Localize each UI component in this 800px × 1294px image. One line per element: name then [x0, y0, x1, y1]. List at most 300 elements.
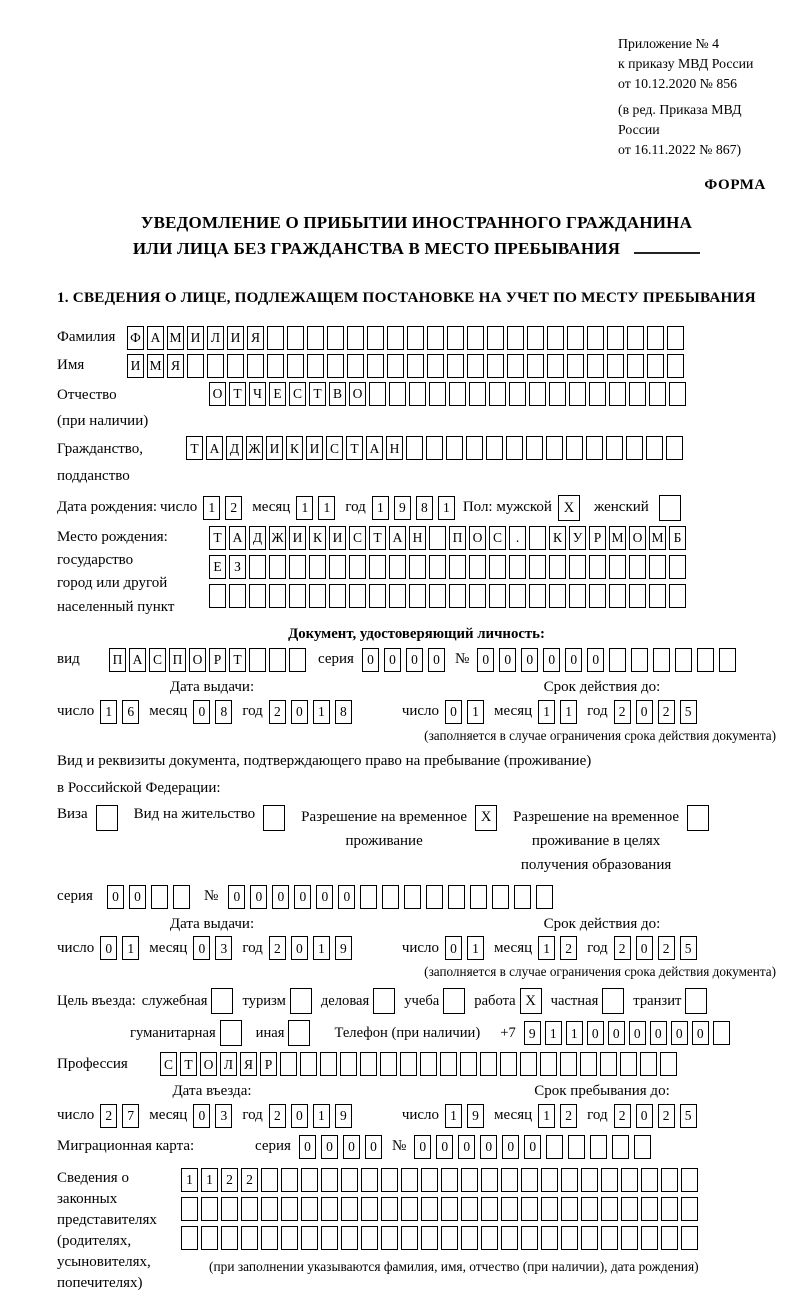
form-cell[interactable]: 3 — [215, 936, 232, 960]
doc-series-cells[interactable] — [362, 648, 445, 672]
form-cell[interactable]: 0 — [250, 885, 267, 909]
form-cell[interactable] — [361, 1168, 378, 1192]
form-cell[interactable] — [547, 354, 564, 378]
form-cell[interactable] — [427, 354, 444, 378]
form-cell[interactable]: Я — [167, 354, 184, 378]
form-cell[interactable] — [581, 1168, 598, 1192]
form-cell[interactable]: Т — [229, 382, 246, 406]
form-cell[interactable]: 2 — [241, 1168, 258, 1192]
form-cell[interactable] — [261, 1226, 278, 1250]
form-cell[interactable]: Т — [369, 526, 386, 550]
form-cell[interactable] — [612, 1135, 629, 1159]
form-cell[interactable] — [629, 584, 646, 608]
form-cell[interactable]: 0 — [436, 1135, 453, 1159]
form-cell[interactable] — [549, 584, 566, 608]
form-cell[interactable] — [487, 354, 504, 378]
form-cell[interactable] — [609, 382, 626, 406]
form-cell[interactable] — [529, 555, 546, 579]
form-cell[interactable] — [181, 1197, 198, 1221]
form-cell[interactable]: С — [160, 1052, 177, 1076]
form-cell[interactable]: 1 — [313, 1104, 330, 1128]
form-cell[interactable] — [269, 555, 286, 579]
form-cell[interactable] — [461, 1226, 478, 1250]
form-cell[interactable]: А — [129, 648, 146, 672]
option-visa-checkbox[interactable] — [96, 805, 118, 831]
form-cell[interactable]: 1 — [100, 700, 117, 724]
form-cell[interactable] — [341, 1168, 358, 1192]
form-cell[interactable]: 1 — [201, 1168, 218, 1192]
form-cell[interactable] — [541, 1226, 558, 1250]
residence-number-cells[interactable] — [228, 885, 553, 909]
birth-place-row3-cells[interactable] — [209, 584, 686, 608]
form-cell[interactable] — [667, 354, 684, 378]
form-cell[interactable] — [421, 1168, 438, 1192]
form-cell[interactable] — [382, 885, 399, 909]
form-cell[interactable] — [426, 885, 443, 909]
form-cell[interactable]: 2 — [614, 700, 631, 724]
form-cell[interactable] — [389, 555, 406, 579]
form-cell[interactable] — [447, 326, 464, 350]
form-cell[interactable] — [221, 1226, 238, 1250]
form-cell[interactable] — [589, 555, 606, 579]
form-cell[interactable] — [641, 1226, 658, 1250]
form-cell[interactable] — [609, 555, 626, 579]
form-cell[interactable] — [281, 1197, 298, 1221]
birth-place-row2-cells[interactable] — [209, 555, 686, 579]
form-cell[interactable]: 7 — [122, 1104, 139, 1128]
form-cell[interactable] — [361, 1226, 378, 1250]
form-cell[interactable] — [492, 885, 509, 909]
form-cell[interactable] — [341, 1197, 358, 1221]
form-cell[interactable] — [409, 584, 426, 608]
form-cell[interactable]: И — [289, 526, 306, 550]
form-cell[interactable] — [400, 1052, 417, 1076]
form-cell[interactable] — [470, 885, 487, 909]
representatives-row3-cells[interactable] — [181, 1226, 699, 1250]
form-cell[interactable] — [151, 885, 168, 909]
form-cell[interactable]: 0 — [608, 1021, 625, 1045]
form-cell[interactable]: С — [489, 526, 506, 550]
stay-year-cells[interactable] — [614, 1104, 697, 1128]
form-cell[interactable]: 0 — [321, 1135, 338, 1159]
form-cell[interactable] — [389, 584, 406, 608]
form-cell[interactable]: 8 — [416, 496, 433, 520]
form-cell[interactable] — [526, 436, 543, 460]
form-cell[interactable]: 0 — [291, 1104, 308, 1128]
form-cell[interactable]: 2 — [658, 700, 675, 724]
birth-year-cells[interactable] — [372, 496, 455, 520]
surname-cells[interactable] — [127, 326, 684, 350]
form-cell[interactable] — [661, 1168, 678, 1192]
form-cell[interactable] — [281, 1168, 298, 1192]
residence-expiry-year-cells[interactable] — [614, 936, 697, 960]
form-cell[interactable]: 5 — [680, 1104, 697, 1128]
form-cell[interactable]: О — [200, 1052, 217, 1076]
form-cell[interactable] — [380, 1052, 397, 1076]
form-cell[interactable] — [360, 885, 377, 909]
form-cell[interactable]: Я — [247, 326, 264, 350]
form-cell[interactable] — [287, 354, 304, 378]
form-cell[interactable]: Р — [260, 1052, 277, 1076]
form-cell[interactable] — [387, 354, 404, 378]
form-cell[interactable] — [369, 555, 386, 579]
form-cell[interactable]: 0 — [480, 1135, 497, 1159]
form-cell[interactable] — [267, 326, 284, 350]
form-cell[interactable] — [249, 648, 266, 672]
form-cell[interactable] — [567, 326, 584, 350]
form-cell[interactable]: 2 — [221, 1168, 238, 1192]
form-cell[interactable] — [321, 1226, 338, 1250]
form-cell[interactable]: 0 — [629, 1021, 646, 1045]
form-cell[interactable] — [309, 555, 326, 579]
patronymic-cells[interactable] — [209, 382, 686, 406]
form-cell[interactable] — [327, 354, 344, 378]
form-cell[interactable]: 1 — [296, 496, 313, 520]
form-cell[interactable] — [607, 354, 624, 378]
form-cell[interactable] — [261, 1168, 278, 1192]
form-cell[interactable] — [426, 436, 443, 460]
form-cell[interactable] — [589, 382, 606, 406]
form-cell[interactable]: 2 — [269, 1104, 286, 1128]
form-cell[interactable] — [187, 354, 204, 378]
form-cell[interactable] — [421, 1226, 438, 1250]
option-temp-residence-checkbox[interactable]: X — [475, 805, 497, 831]
form-cell[interactable]: 2 — [658, 936, 675, 960]
form-cell[interactable]: 2 — [614, 936, 631, 960]
form-cell[interactable] — [641, 1168, 658, 1192]
form-cell[interactable]: П — [169, 648, 186, 672]
form-cell[interactable]: 0 — [565, 648, 582, 672]
form-cell[interactable] — [609, 648, 626, 672]
form-cell[interactable]: И — [329, 526, 346, 550]
form-cell[interactable] — [321, 1197, 338, 1221]
form-cell[interactable] — [361, 1197, 378, 1221]
form-cell[interactable]: 0 — [636, 700, 653, 724]
entry-month-cells[interactable] — [193, 1104, 232, 1128]
form-cell[interactable]: 0 — [384, 648, 401, 672]
form-cell[interactable]: 0 — [107, 885, 124, 909]
form-cell[interactable] — [520, 1052, 537, 1076]
form-cell[interactable] — [449, 555, 466, 579]
form-cell[interactable] — [207, 354, 224, 378]
form-cell[interactable]: С — [349, 526, 366, 550]
form-cell[interactable] — [629, 382, 646, 406]
form-cell[interactable]: 5 — [680, 700, 697, 724]
form-cell[interactable] — [647, 354, 664, 378]
form-cell[interactable] — [581, 1226, 598, 1250]
identity-expiry-month-cells[interactable] — [538, 700, 577, 724]
form-cell[interactable]: О — [469, 526, 486, 550]
identity-expiry-year-cells[interactable] — [614, 700, 697, 724]
entry-year-cells[interactable] — [269, 1104, 352, 1128]
stay-day-cells[interactable] — [445, 1104, 484, 1128]
form-cell[interactable]: 0 — [445, 700, 462, 724]
form-cell[interactable] — [360, 1052, 377, 1076]
form-cell[interactable] — [527, 354, 544, 378]
form-cell[interactable] — [480, 1052, 497, 1076]
form-cell[interactable] — [289, 648, 306, 672]
form-cell[interactable]: Д — [249, 526, 266, 550]
form-cell[interactable] — [201, 1226, 218, 1250]
form-cell[interactable] — [269, 584, 286, 608]
form-cell[interactable]: 1 — [318, 496, 335, 520]
form-cell[interactable]: 1 — [438, 496, 455, 520]
form-cell[interactable]: К — [286, 436, 303, 460]
form-cell[interactable]: 1 — [467, 700, 484, 724]
form-cell[interactable] — [607, 326, 624, 350]
form-cell[interactable]: 0 — [129, 885, 146, 909]
form-cell[interactable]: М — [649, 526, 666, 550]
citizenship-cells[interactable] — [186, 436, 683, 460]
form-cell[interactable] — [549, 382, 566, 406]
form-cell[interactable] — [301, 1197, 318, 1221]
form-cell[interactable] — [681, 1168, 698, 1192]
form-cell[interactable] — [349, 584, 366, 608]
purpose-humanitarian-checkbox[interactable] — [220, 1020, 242, 1046]
form-cell[interactable] — [448, 885, 465, 909]
residence-expiry-day-cells[interactable] — [445, 936, 484, 960]
form-cell[interactable] — [481, 1226, 498, 1250]
form-cell[interactable]: Ж — [246, 436, 263, 460]
form-cell[interactable] — [329, 584, 346, 608]
form-cell[interactable]: А — [206, 436, 223, 460]
form-cell[interactable] — [567, 354, 584, 378]
form-cell[interactable]: 0 — [477, 648, 494, 672]
form-cell[interactable]: 0 — [692, 1021, 709, 1045]
form-cell[interactable] — [404, 885, 421, 909]
form-cell[interactable] — [261, 1197, 278, 1221]
form-cell[interactable] — [289, 584, 306, 608]
form-cell[interactable] — [347, 354, 364, 378]
form-cell[interactable] — [429, 526, 446, 550]
sex-female-checkbox[interactable] — [659, 495, 681, 521]
form-cell[interactable]: 1 — [467, 936, 484, 960]
given-name-cells[interactable] — [127, 354, 684, 378]
form-cell[interactable]: И — [227, 326, 244, 350]
form-cell[interactable] — [581, 1197, 598, 1221]
form-cell[interactable] — [561, 1197, 578, 1221]
form-cell[interactable] — [580, 1052, 597, 1076]
form-cell[interactable] — [406, 436, 423, 460]
form-cell[interactable]: С — [149, 648, 166, 672]
form-cell[interactable] — [646, 436, 663, 460]
form-cell[interactable]: С — [289, 382, 306, 406]
form-cell[interactable] — [487, 326, 504, 350]
form-cell[interactable] — [173, 885, 190, 909]
identity-issue-day-cells[interactable] — [100, 700, 139, 724]
form-cell[interactable] — [460, 1052, 477, 1076]
form-cell[interactable] — [514, 885, 531, 909]
form-cell[interactable] — [369, 382, 386, 406]
form-cell[interactable] — [713, 1021, 730, 1045]
form-cell[interactable] — [509, 382, 526, 406]
birth-place-row1-cells[interactable] — [209, 526, 686, 550]
form-cell[interactable] — [301, 1226, 318, 1250]
form-cell[interactable]: А — [147, 326, 164, 350]
form-cell[interactable] — [329, 555, 346, 579]
form-cell[interactable] — [469, 584, 486, 608]
form-cell[interactable] — [536, 885, 553, 909]
form-cell[interactable]: 0 — [294, 885, 311, 909]
form-cell[interactable]: Я — [240, 1052, 257, 1076]
residence-series-cells[interactable] — [107, 885, 190, 909]
doc-number-cells[interactable] — [477, 648, 736, 672]
form-cell[interactable]: Р — [589, 526, 606, 550]
form-cell[interactable]: 0 — [636, 936, 653, 960]
form-cell[interactable]: 2 — [614, 1104, 631, 1128]
form-cell[interactable] — [181, 1226, 198, 1250]
form-cell[interactable] — [229, 584, 246, 608]
form-cell[interactable]: 1 — [566, 1021, 583, 1045]
form-cell[interactable]: 0 — [521, 648, 538, 672]
form-cell[interactable] — [527, 326, 544, 350]
form-cell[interactable] — [280, 1052, 297, 1076]
form-cell[interactable]: Т — [180, 1052, 197, 1076]
form-cell[interactable]: С — [326, 436, 343, 460]
form-cell[interactable]: Л — [207, 326, 224, 350]
form-cell[interactable] — [409, 555, 426, 579]
form-cell[interactable]: О — [349, 382, 366, 406]
sex-male-checkbox[interactable]: X — [558, 495, 580, 521]
form-cell[interactable] — [501, 1197, 518, 1221]
form-cell[interactable] — [506, 436, 523, 460]
form-cell[interactable] — [227, 354, 244, 378]
purpose-tourism-checkbox[interactable] — [290, 988, 312, 1014]
form-cell[interactable] — [320, 1052, 337, 1076]
form-cell[interactable] — [241, 1197, 258, 1221]
form-cell[interactable] — [669, 584, 686, 608]
phone-cells[interactable] — [524, 1021, 730, 1045]
form-cell[interactable]: 0 — [100, 936, 117, 960]
form-cell[interactable] — [267, 354, 284, 378]
form-cell[interactable] — [521, 1226, 538, 1250]
form-cell[interactable]: О — [629, 526, 646, 550]
form-cell[interactable] — [621, 1168, 638, 1192]
form-cell[interactable] — [349, 555, 366, 579]
form-cell[interactable]: . — [509, 526, 526, 550]
form-cell[interactable] — [381, 1197, 398, 1221]
form-cell[interactable]: 0 — [428, 648, 445, 672]
form-cell[interactable]: 0 — [414, 1135, 431, 1159]
form-cell[interactable]: З — [229, 555, 246, 579]
representatives-row1-cells[interactable] — [181, 1168, 699, 1192]
form-cell[interactable] — [501, 1226, 518, 1250]
form-cell[interactable]: 0 — [499, 648, 516, 672]
form-cell[interactable] — [601, 1168, 618, 1192]
form-cell[interactable] — [489, 382, 506, 406]
form-cell[interactable] — [469, 555, 486, 579]
form-cell[interactable] — [449, 382, 466, 406]
form-cell[interactable] — [561, 1168, 578, 1192]
form-cell[interactable]: Е — [269, 382, 286, 406]
form-cell[interactable]: 0 — [650, 1021, 667, 1045]
form-cell[interactable] — [640, 1052, 657, 1076]
form-cell[interactable] — [441, 1168, 458, 1192]
form-cell[interactable] — [649, 584, 666, 608]
form-cell[interactable]: 9 — [467, 1104, 484, 1128]
form-cell[interactable] — [649, 382, 666, 406]
form-cell[interactable] — [621, 1226, 638, 1250]
form-cell[interactable] — [660, 1052, 677, 1076]
form-cell[interactable] — [307, 354, 324, 378]
form-cell[interactable] — [381, 1168, 398, 1192]
form-cell[interactable]: 1 — [560, 700, 577, 724]
identity-issue-year-cells[interactable] — [269, 700, 352, 724]
purpose-private-checkbox[interactable] — [602, 988, 624, 1014]
form-cell[interactable] — [546, 436, 563, 460]
form-cell[interactable]: П — [109, 648, 126, 672]
form-cell[interactable]: Т — [346, 436, 363, 460]
form-cell[interactable] — [409, 382, 426, 406]
residence-issue-month-cells[interactable] — [193, 936, 232, 960]
form-cell[interactable] — [719, 648, 736, 672]
form-cell[interactable]: Т — [309, 382, 326, 406]
form-cell[interactable]: 0 — [343, 1135, 360, 1159]
form-cell[interactable]: М — [167, 326, 184, 350]
form-cell[interactable] — [541, 1168, 558, 1192]
form-cell[interactable]: Н — [386, 436, 403, 460]
form-cell[interactable] — [461, 1197, 478, 1221]
form-cell[interactable] — [407, 354, 424, 378]
form-cell[interactable] — [469, 382, 486, 406]
form-cell[interactable]: 1 — [538, 1104, 555, 1128]
form-cell[interactable] — [601, 1226, 618, 1250]
form-cell[interactable] — [509, 555, 526, 579]
purpose-business-checkbox[interactable] — [373, 988, 395, 1014]
form-cell[interactable]: 0 — [543, 648, 560, 672]
form-cell[interactable] — [367, 326, 384, 350]
form-cell[interactable] — [647, 326, 664, 350]
migration-series-cells[interactable] — [299, 1135, 382, 1159]
form-cell[interactable] — [587, 326, 604, 350]
purpose-study-checkbox[interactable] — [443, 988, 465, 1014]
form-cell[interactable] — [340, 1052, 357, 1076]
form-cell[interactable] — [446, 436, 463, 460]
form-cell[interactable] — [367, 354, 384, 378]
form-cell[interactable] — [621, 1197, 638, 1221]
form-cell[interactable] — [521, 1168, 538, 1192]
form-cell[interactable]: 0 — [316, 885, 333, 909]
form-cell[interactable] — [309, 584, 326, 608]
form-cell[interactable]: 0 — [272, 885, 289, 909]
form-cell[interactable] — [500, 1052, 517, 1076]
form-cell[interactable]: 2 — [269, 700, 286, 724]
form-cell[interactable] — [429, 555, 446, 579]
form-cell[interactable] — [481, 1197, 498, 1221]
form-cell[interactable]: П — [449, 526, 466, 550]
form-cell[interactable] — [489, 555, 506, 579]
form-cell[interactable] — [587, 354, 604, 378]
doc-type-cells[interactable] — [109, 648, 306, 672]
form-cell[interactable] — [420, 1052, 437, 1076]
form-cell[interactable]: 0 — [458, 1135, 475, 1159]
form-cell[interactable] — [547, 326, 564, 350]
form-cell[interactable] — [568, 1135, 585, 1159]
form-cell[interactable] — [466, 436, 483, 460]
stay-month-cells[interactable] — [538, 1104, 577, 1128]
migration-number-cells[interactable] — [414, 1135, 651, 1159]
form-cell[interactable]: 0 — [362, 648, 379, 672]
form-cell[interactable] — [489, 584, 506, 608]
form-cell[interactable]: 0 — [193, 1104, 210, 1128]
form-cell[interactable] — [521, 1197, 538, 1221]
form-cell[interactable] — [427, 326, 444, 350]
purpose-work-checkbox[interactable]: X — [520, 988, 542, 1014]
form-cell[interactable] — [241, 1226, 258, 1250]
form-cell[interactable]: 9 — [335, 936, 352, 960]
form-cell[interactable] — [509, 584, 526, 608]
form-cell[interactable]: 1 — [538, 936, 555, 960]
